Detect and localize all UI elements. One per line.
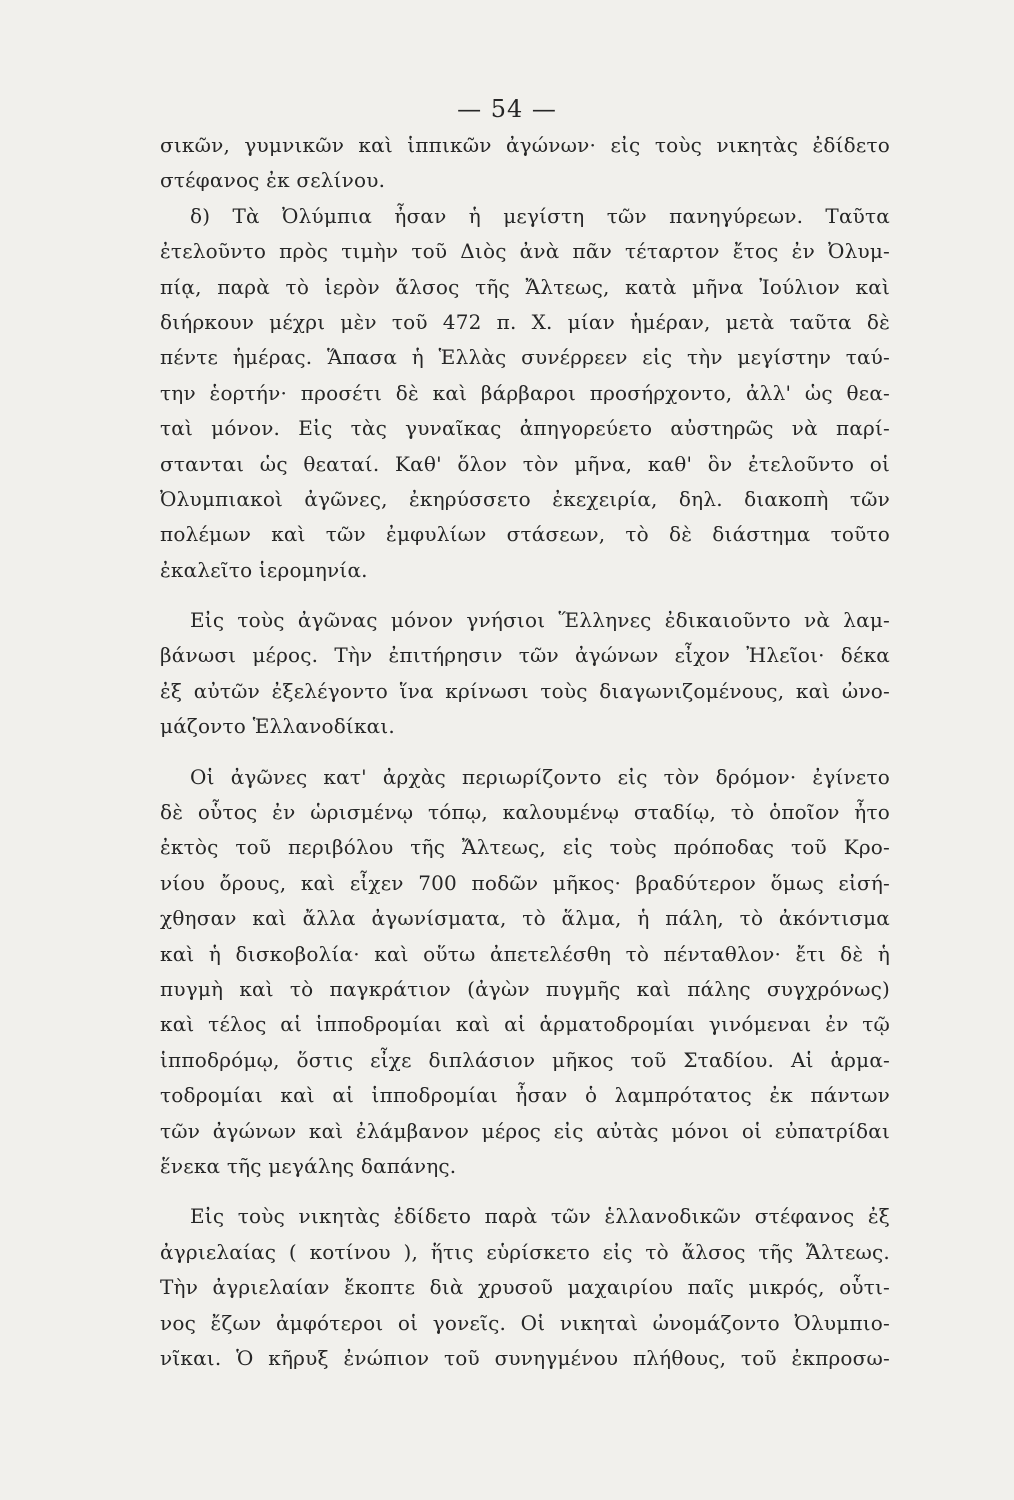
text-line: καὶ ἡ δισκοβολία· καὶ οὕτω ἀπετελέσθη τὸ πένταθλον· ἔτι δὲ ἡ: [160, 941, 890, 966]
text-line: τῶν ἀγώνων καὶ ἐλάμβανον μέρος εἰς αὐτὰς μόνοι οἱ εὐπατρίδαι: [160, 1118, 890, 1143]
text-line: ἐξ αὐτῶν ἐξελέγοντο ἵνα κρίνωσι τοὺς διαγωνιζομένους, καὶ ὠνο-: [160, 678, 890, 703]
text-line: στανται ὡς θεαταί. Καθ' ὅλον τὸν μῆνα, καθ' ὃν ἐτελοῦντο οἱ: [160, 451, 890, 476]
text-line: ἐκαλεῖτο ἱερομηνία.: [160, 557, 368, 582]
text-line: στέφανος ἐκ σελίνου.: [160, 168, 386, 193]
paragraph-4: [160, 760, 890, 1185]
text-line: Εἰς τοὺς νικητὰς ἐδίδετο παρὰ τῶν ἑλλανοδικῶν στέφανος ἐξ: [190, 1204, 890, 1229]
text-line: πυγμὴ καὶ τὸ παγκράτιον (ἀγὼν πυγμῆς καὶ πάλης συγχρόνως): [160, 976, 890, 1001]
text-line: ἐτελοῦντο πρὸς τιμὴν τοῦ Διὸς ἀνὰ πᾶν τέταρτον ἔτος ἐν Ὀλυμ-: [160, 239, 890, 264]
text-line: νῖκαι. Ὁ κῆρυξ ἐνώπιον τοῦ συνηγμένου πλήθους, τοῦ ἐκπροσω-: [160, 1345, 890, 1370]
text-line: διήρκουν μέχρι μὲν τοῦ 472 π. Χ. μίαν ἡμέραν, μετὰ ταῦτα δὲ: [160, 309, 890, 334]
text-line: χθησαν καὶ ἄλλα ἀγωνίσματα, τὸ ἅλμα, ἡ πάλη, τὸ ἀκόντισμα: [160, 906, 890, 931]
paragraph-3: [160, 603, 890, 745]
text-line: ἐκτὸς τοῦ περιβόλου τῆς Ἄλτεως, εἰς τοὺς πρόποδας τοῦ Κρο-: [160, 835, 890, 860]
text-line: δ) Τὰ Ὀλύμπια ἦσαν ἡ μεγίστη τῶν πανηγύρεων. Ταῦτα: [190, 203, 890, 228]
text-line: Τὴν ἀγριελαίαν ἔκοπτε διὰ χρυσοῦ μαχαιρίου παῖς μικρός, οὗτι-: [160, 1275, 890, 1300]
text-line: μάζοντο Ἑλλανοδίκαι.: [160, 714, 395, 739]
text-line: βάνωσι μέρος. Τὴν ἐπιτήρησιν τῶν ἀγώνων εἶχον Ἠλεῖοι· δέκα: [160, 643, 890, 668]
paragraph-1: [160, 128, 890, 199]
text-line: ταὶ μόνον. Εἰς τὰς γυναῖκας ἀπηγορεύετο αὐστηρῶς νὰ παρί-: [160, 416, 890, 441]
text-line: την ἑορτήν· προσέτι δὲ καὶ βάρβαροι προσήρχοντο, ἀλλ' ὡς θεα-: [160, 380, 890, 405]
text-line: πολέμων καὶ τῶν ἐμφυλίων στάσεων, τὸ δὲ διάστημα τοῦτο: [160, 522, 890, 547]
text-line: σικῶν, γυμνικῶν καὶ ἱππικῶν ἀγώνων· εἰς τοὺς νικητὰς ἐδίδετο: [160, 133, 890, 157]
page-number: — 54 —: [457, 95, 557, 123]
paragraph-2: [160, 199, 890, 588]
text-line: νος ἔζων ἀμφότεροι οἱ γονεῖς. Οἱ νικηταὶ ὠνομάζοντο Ὀλυμπιο-: [160, 1310, 890, 1335]
text-line: δὲ οὗτος ἐν ὡρισμένῳ τόπῳ, καλουμένῳ σταδίῳ, τὸ ὁποῖον ἦτο: [160, 800, 890, 825]
text-line: τοδρομίαι καὶ αἱ ἱπποδρομίαι ἦσαν ὁ λαμπρότατος ἐκ πάντων: [160, 1083, 890, 1108]
text-line: ἕνεκα τῆς μεγάλης δαπάνης.: [160, 1153, 457, 1178]
text-line: ἱπποδρόμῳ, ὅστις εἶχε διπλάσιον μῆκος τοῦ Σταδίου. Αἱ ἁρμα-: [160, 1047, 890, 1072]
text-line: πέντε ἡμέρας. Ἅπασα ἡ Ἑλλὰς συνέρρεεν εἰς τὴν μεγίστην ταύ-: [160, 345, 890, 370]
text-line: πίᾳ, παρὰ τὸ ἱερὸν ἄλσος τῆς Ἄλτεως, κατὰ μῆνα Ἰούλιον καὶ: [160, 274, 890, 299]
paragraph-5: [160, 1199, 890, 1376]
text-line: νίου ὄρους, καὶ εἶχεν 700 ποδῶν μῆκος· βραδύτερον ὅμως εἰσή-: [160, 870, 890, 895]
text-line: ἀγριελαίας ( κοτίνου ), ἥτις εὑρίσκετο εἰς τὸ ἄλσος τῆς Ἄλτεως.: [160, 1239, 890, 1264]
text-line: Οἱ ἀγῶνες κατ' ἀρχὰς περιωρίζοντο εἰς τὸν δρόμον· ἐγίνετο: [190, 764, 890, 789]
text-line: Εἰς τοὺς ἀγῶνας μόνον γνήσιοι Ἕλληνες ἐδικαιοῦντο νὰ λαμ-: [190, 608, 890, 633]
text-line: Ὀλυμπιακοὶ ἀγῶνες, ἐκηρύσσετο ἐκεχειρία, δηλ. διακοπὴ τῶν: [160, 486, 890, 511]
text-line: καὶ τέλος αἱ ἱπποδρομίαι καὶ αἱ ἁρματοδρομίαι γινόμεναι ἐν τῷ: [160, 1012, 890, 1037]
body-text: [160, 128, 890, 1376]
